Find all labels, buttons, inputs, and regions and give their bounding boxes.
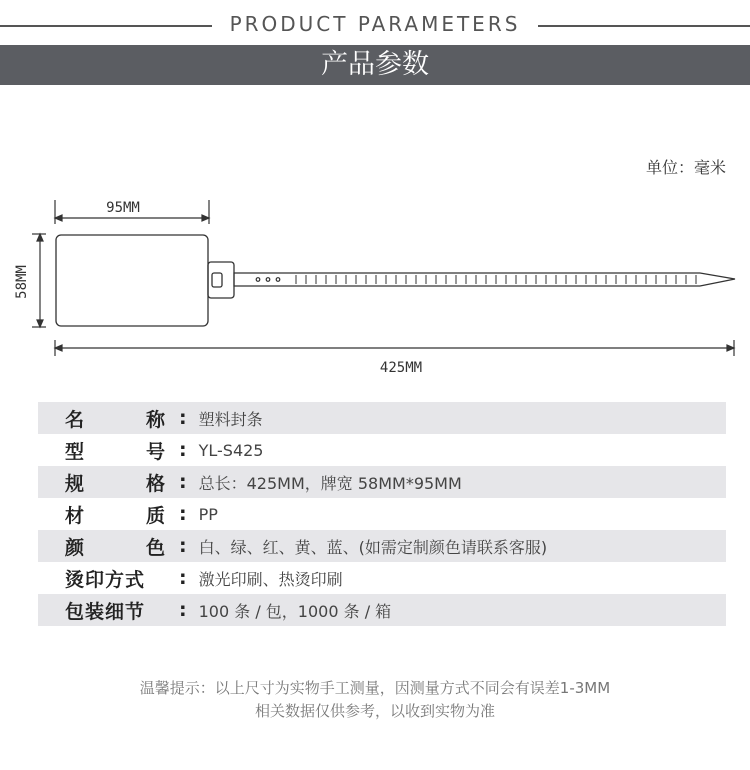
seal-tag <box>56 235 234 326</box>
unit-label: 单位：毫米 <box>645 158 726 177</box>
table-row: 名称 : 塑料封条 <box>38 402 726 434</box>
seal-strap <box>234 273 735 286</box>
param-value: 塑料封条 <box>198 409 263 429</box>
param-value: 激光印刷、热烫印刷 <box>198 569 343 589</box>
param-label: 材质 <box>65 504 165 527</box>
param-label: 颜色 <box>65 536 165 559</box>
table-row: 烫印方式 : 激光印刷、热烫印刷 <box>38 562 726 594</box>
param-value: 白、绿、红、黄、蓝、(如需定制颜色请联系客服) <box>198 537 548 557</box>
header-rule-left <box>0 25 212 27</box>
tag-height-dimension <box>32 234 46 327</box>
param-value: YL-S425 <box>198 440 264 460</box>
header-rule-right <box>538 25 750 27</box>
param-value: 100 条 / 包，1000 条 / 箱 <box>198 601 392 621</box>
table-row: 材质 : PP <box>38 498 726 530</box>
param-value: 总长：425MM，牌宽 58MM*95MM <box>198 473 462 493</box>
params-table <box>38 402 726 626</box>
param-label: 型号 <box>65 440 165 463</box>
tag-width-label: 95MM <box>106 200 140 216</box>
param-label: 包装细节 <box>65 600 146 623</box>
tag-height-label: 58MM <box>14 265 30 299</box>
note-line-2: 相关数据仅供参考，以收到实物为准 <box>254 702 495 720</box>
seal-dimension-diagram <box>0 190 750 385</box>
note-line-1: 温馨提示：以上尺寸为实物手工测量，因测量方式不同会有误差1-3MM <box>139 679 611 697</box>
total-length-label: 425MM <box>379 360 423 376</box>
page-title: 产品参数 <box>0 45 750 85</box>
table-row: 颜色 : 白、绿、红、黄、蓝、(如需定制颜色请联系客服) <box>38 530 726 562</box>
param-label: 规格 <box>65 472 165 495</box>
total-length-dimension <box>55 340 734 356</box>
table-row: 包装细节 : 100 条 / 包，1000 条 / 箱 <box>38 594 726 626</box>
param-value: PP <box>198 504 218 524</box>
param-label: 烫印方式 <box>65 568 146 591</box>
header-en-title: PRODUCT PARAMETERS <box>229 12 521 36</box>
table-row: 规格 : 总长：425MM，牌宽 58MM*95MM <box>38 466 726 498</box>
param-label: 名称 <box>65 408 165 431</box>
table-row: 型号 : YL-S425 <box>38 434 726 466</box>
